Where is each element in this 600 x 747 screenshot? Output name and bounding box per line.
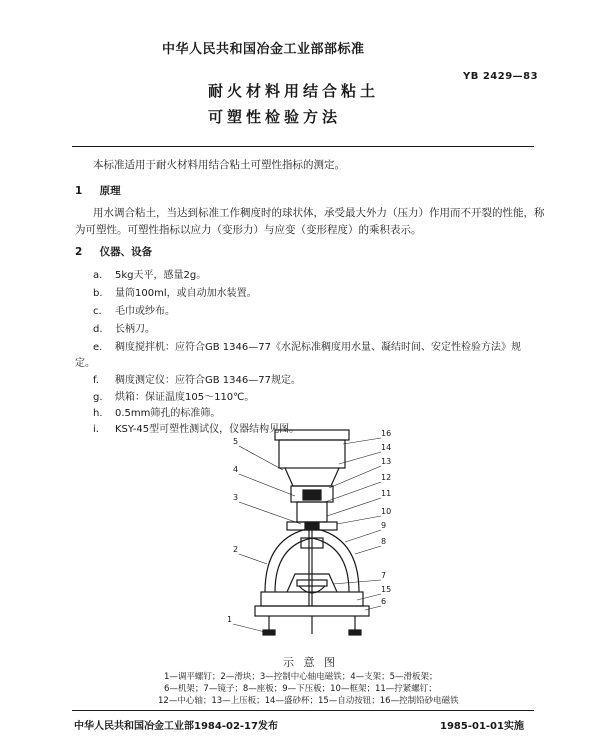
leader-2 [239, 554, 267, 564]
section-2-heading [75, 244, 152, 259]
section-1-number: 1 [75, 185, 83, 197]
ministry-header: 中华人民共和国冶金工业部部标准 [162, 42, 365, 57]
callout-12: 12 [381, 473, 392, 482]
equipment-item-d: d. 长柄刀。 [93, 324, 155, 335]
leader-7 [333, 580, 381, 584]
callout-14: 14 [381, 443, 392, 452]
effective-date: 1985-01-01实施 [440, 721, 524, 732]
callout-2: 2 [233, 545, 239, 554]
callout-16: 16 [381, 429, 392, 438]
leader-3 [239, 502, 301, 524]
callout-15: 15 [381, 585, 392, 594]
callout-6: 6 [381, 597, 387, 606]
equipment-item-c: c. 毛巾或纱布。 [93, 306, 175, 317]
callout-8: 8 [381, 537, 387, 546]
section-1-title: 原理 [99, 185, 121, 197]
section-1-text-line1: 用水调合粘土，当达到标准工作稠度时的球状体，承受最大外力（压力）作用而不开裂的性能，称 [93, 207, 545, 219]
section-1-heading [75, 183, 121, 198]
plasticity-tester-diagram [225, 424, 395, 650]
leveling-screw-left [263, 630, 275, 635]
document-title-line2: 可塑性检验方法 [208, 108, 342, 126]
equipment-item-e: e. 稠度搅拌机：应符合GB 1346—77《水泥标准稠度用水量、凝结时间、安定性检验方法》规 [93, 342, 521, 353]
intro-paragraph: 本标准适用于耐火材料用结合粘土可塑性指标的测定。 [93, 159, 345, 171]
leader-4 [239, 474, 295, 496]
leader-11 [327, 498, 381, 516]
section-2-number: 2 [75, 246, 83, 258]
figure-legend-line1: 1—调平螺钉；2—滑块；3—控制中心轴电磁铁；4—支架；5—滑板架； [164, 672, 438, 682]
equipment-item-e-cont: 定。 [75, 358, 95, 369]
issue-date: 中华人民共和国冶金工业部1984-02-17发布 [74, 721, 278, 732]
callout-3: 3 [233, 493, 239, 502]
base-plate [255, 606, 369, 616]
leader-15 [357, 594, 381, 600]
section-2-title: 仪器、设备 [99, 246, 153, 258]
document-title-line1: 耐火材料用结合粘土 [208, 82, 380, 100]
callout-9: 9 [381, 521, 387, 530]
leader-5 [239, 446, 283, 470]
callout-1: 1 [227, 615, 233, 624]
leader-1 [233, 624, 265, 632]
leader-8 [355, 546, 381, 554]
figure-legend-line3: 12—中心轴；13—上压板；14—盛砂杯；15—自动按钮；16—控制铅砂电磁铁 [158, 696, 459, 706]
figure-legend-line2: 6—机架；7—镜子；8—座板；9—下压板；10—框架；11—拧紧螺钉； [164, 684, 437, 694]
funnel [285, 468, 339, 486]
leader-9 [345, 530, 381, 542]
section-1-text-line2: 为可塑性。可塑性指标以应力（变形力）与应变（变形程度）的乘积表示。 [75, 224, 422, 236]
leader-10 [337, 516, 381, 524]
callout-13: 13 [381, 457, 392, 466]
upper-electromagnet [303, 490, 321, 500]
equipment-item-b: b. 量筒100ml，或自动加水装置。 [93, 288, 257, 299]
callout-4: 4 [233, 465, 239, 474]
header-divider [72, 146, 534, 147]
leveling-screw-right [349, 630, 361, 635]
callout-10: 10 [381, 507, 392, 516]
footer-divider [72, 710, 534, 711]
callout-5: 5 [233, 437, 239, 446]
standard-code: YB 2429—83 [463, 71, 539, 82]
sand-cup [279, 440, 345, 468]
equipment-item-i: i. KSY-45型可塑性测试仪，仪器结构见图。 [93, 424, 300, 435]
equipment-item-a: a. 5kg天平，感量2g。 [93, 270, 207, 281]
top-cap [275, 430, 349, 440]
callout-11: 11 [381, 489, 392, 498]
callout-7: 7 [381, 571, 387, 580]
support-bracket [297, 502, 327, 522]
equipment-item-h: h. 0.5mm筛孔的标准筛。 [93, 408, 221, 419]
equipment-item-g: g. 烘箱：保证温度105～110℃。 [93, 392, 255, 403]
figure-caption: 示 意 图 [283, 656, 338, 669]
equipment-item-f: f. 稠度测定仪：应符合GB 1346—77规定。 [93, 375, 301, 386]
